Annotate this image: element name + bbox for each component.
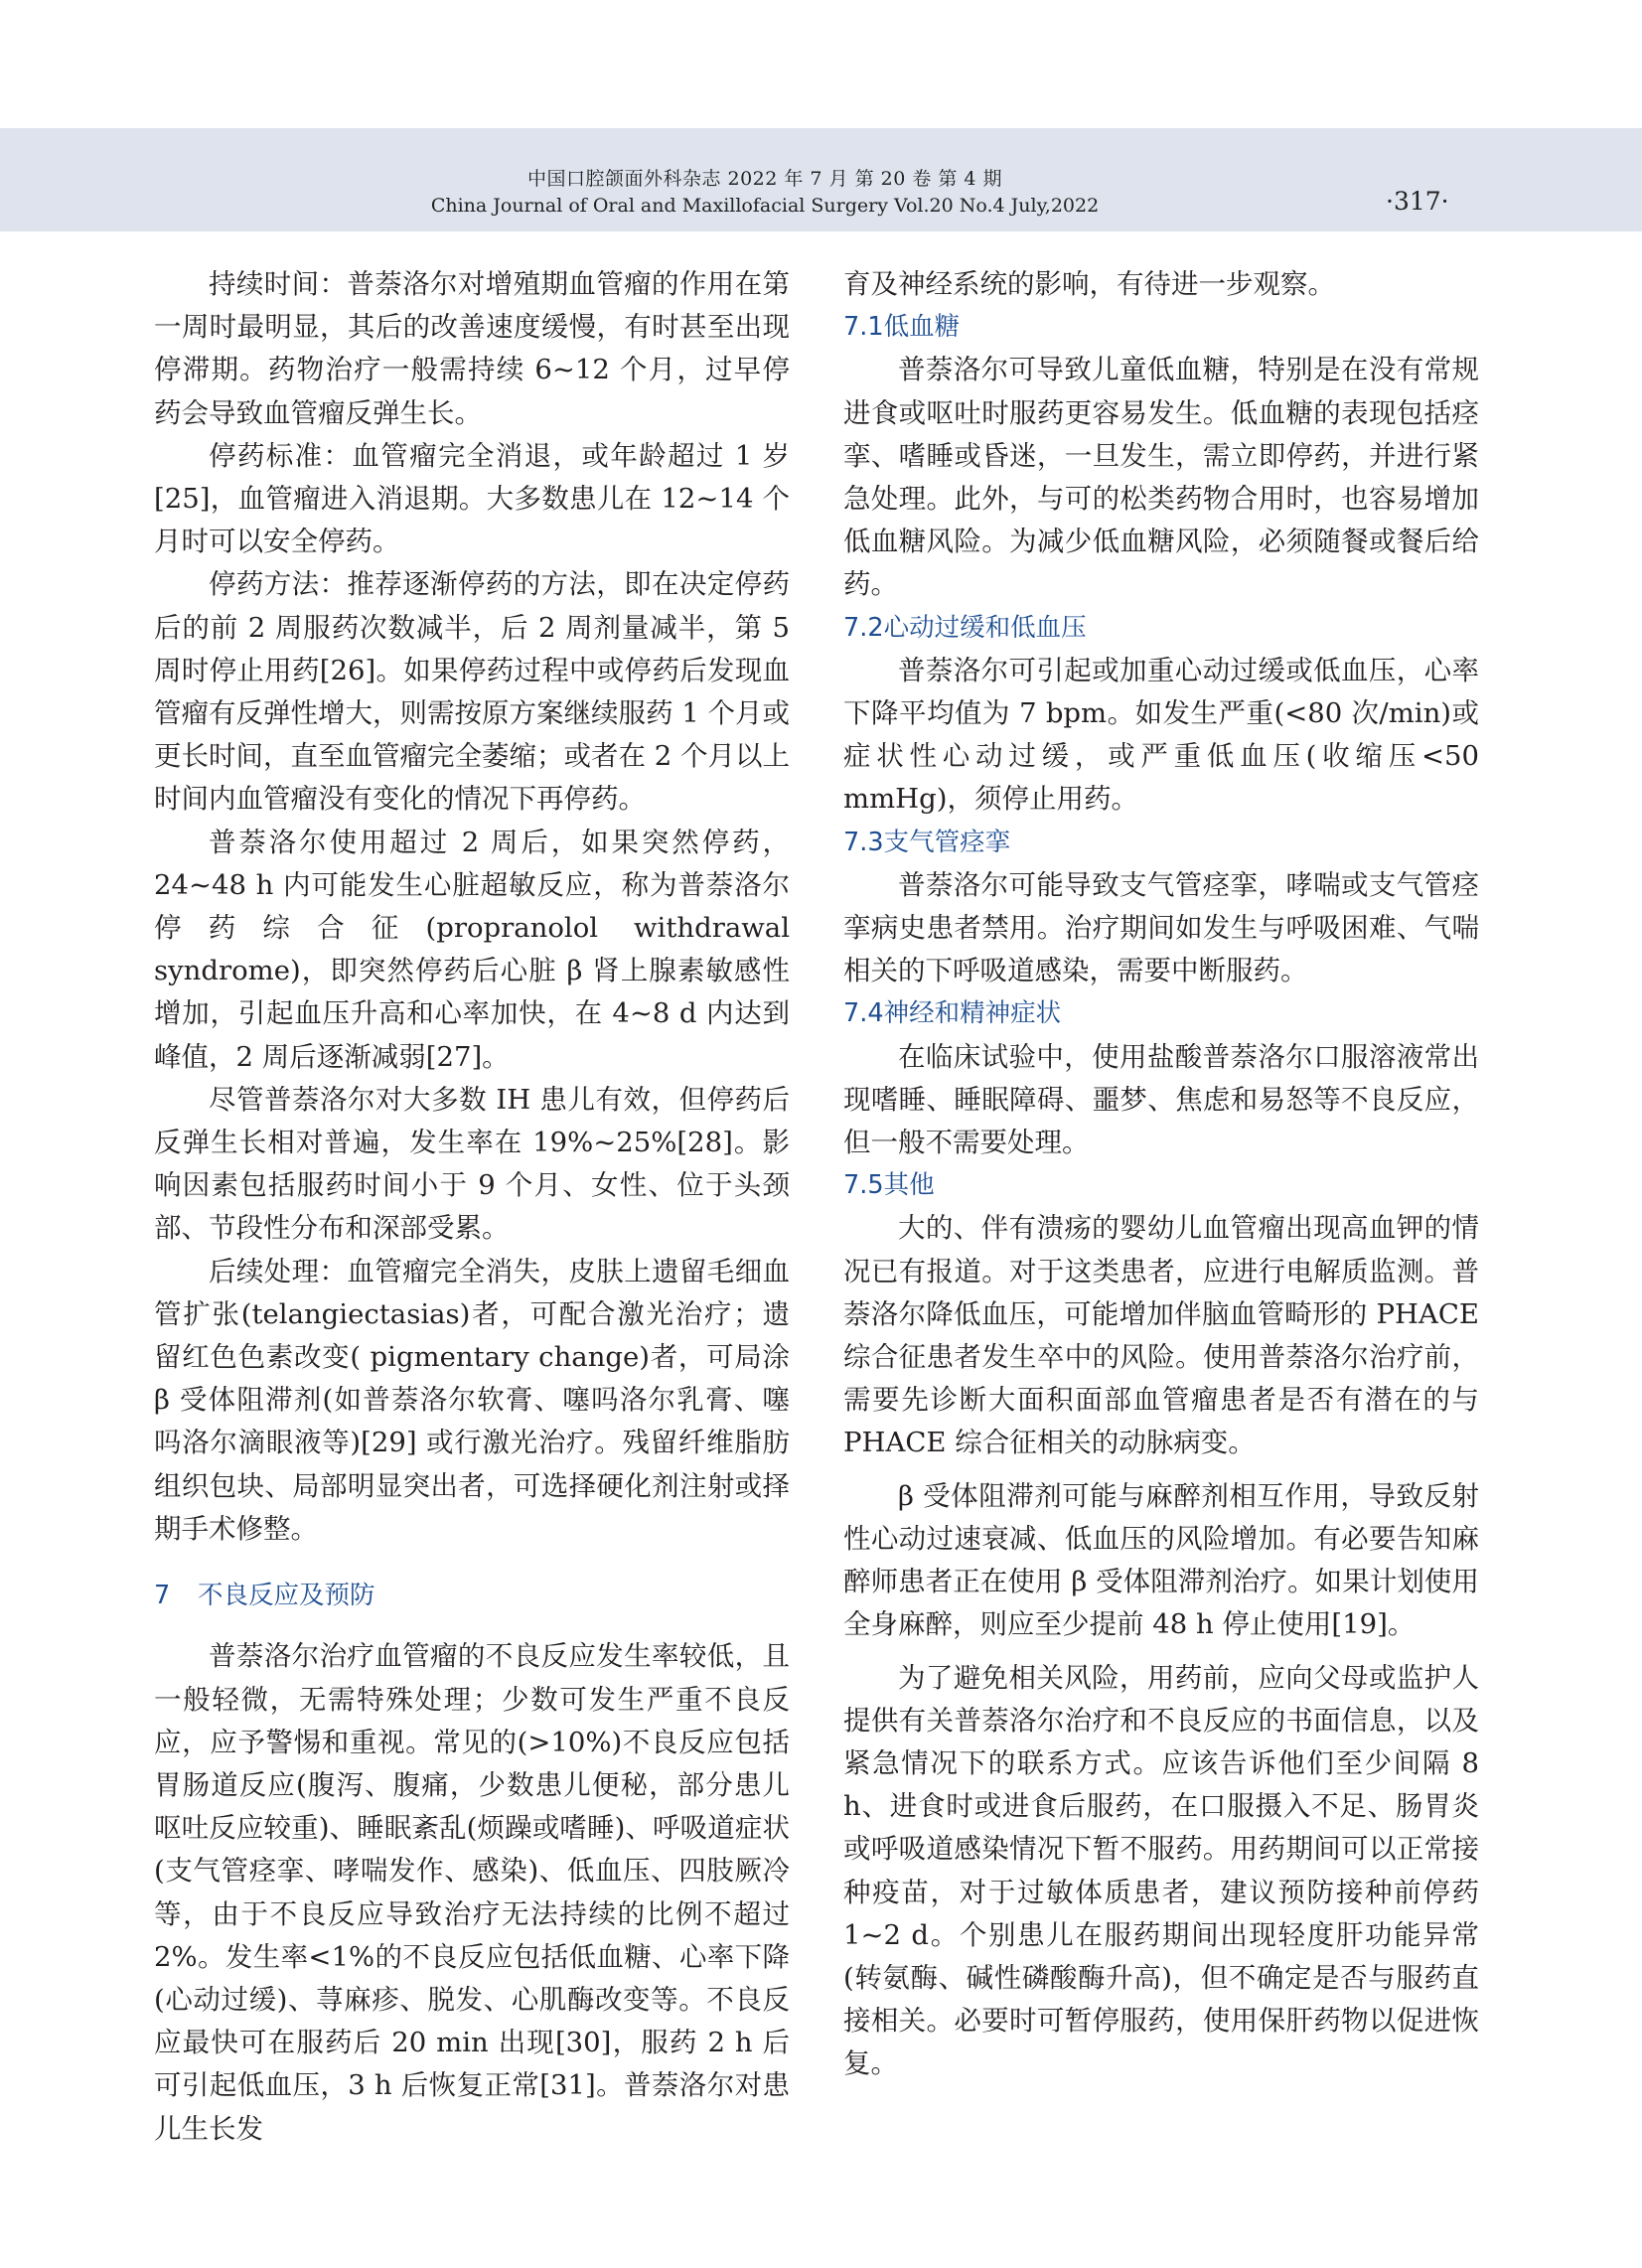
subsection-number: 7.5	[843, 1170, 884, 1201]
paragraph-stop-criteria: 停药标准：血管瘤完全消退，或年龄超过 1 岁[25]，血管瘤进入消退期。大多数患儿在 12~14 个月时可以安全停药。	[154, 439, 790, 558]
paragraph-anesthesia: β 受体阻滞剂可能与麻醉剂相互作用，导致反射性心动过速衰减、低血压的风险增加。有必要告知麻醉师患者正在使用 β 受体阻滞剂治疗。如果计划使用全身麻醉，则应至少提前 48 h 停止使用[19]。	[843, 1479, 1479, 1641]
journal-title-en: China Journal of Oral and Maxillofacial Surgery Vol.20 No.4 July,2022	[430, 195, 1100, 217]
paragraph-bronchospasm: 普萘洛尔可能导致支气管痉挛，哮喘或支气管痉挛病史患者禁用。治疗期间如发生与呼吸困难、气喘相关的下呼吸道感染，需要中断服药。	[843, 868, 1479, 987]
subsection-heading-7-2	[843, 607, 1479, 650]
paragraph-withdrawal-syndrome: 普萘洛尔使用超过 2 周后，如果突然停药，24~48 h 内可能发生心脏超敏反应，称为普萘洛尔停药综合征(propranolol withdrawal syndrome)，即突然停药后心脏 β 肾上腺素敏感性增加，引起血压升高和心率加快，在 4~8 d 内达到峰值，2 周后逐渐减弱[27]。	[154, 826, 790, 1073]
section-number: 7	[154, 1581, 171, 1611]
page-number: ·317·	[1386, 187, 1449, 216]
subsection-heading-7-3	[843, 822, 1479, 864]
subsection-number: 7.2	[843, 612, 884, 643]
subsection-number: 7.4	[843, 998, 884, 1029]
subsection-heading-7-4	[843, 992, 1479, 1035]
paragraph-adverse-overview: 普萘洛尔治疗血管瘤的不良反应发生率较低，且一般轻微，无需特殊处理；少数可发生严重不良反应，应予警惕和重视。常见的(>10%)不良反应包括胃肠道反应(腹泻、腹痛，少数患儿便秘，部分患儿呕吐反应较重)、睡眠紊乱(烦躁或嗜睡)、呼吸道症状(支气管痉挛、哮喘发作、感染)、低血压、四肢厥冷等，由于不良反应导致治疗无法持续的比例不超过 2%。发生率<1%的不良反应包括低血糖、心率下降(心动过缓)、荨麻疹、脱发、心肌酶改变等。不良反应最快可在服药后 20 min 出现[30]，服药 2 h 后可引起低血压，3 h 后恢复正常[31]。普萘洛尔对患儿生长发	[154, 1640, 790, 2145]
subsection-title: 其他	[883, 1170, 935, 1201]
subsection-heading-7-5	[843, 1164, 1479, 1207]
paragraph-continuation: 育及神经系统的影响，有待进一步观察。	[843, 268, 1335, 300]
left-column	[154, 263, 790, 2151]
paragraph-neuro-symptoms: 在临床试验中，使用盐酸普萘洛尔口服溶液常出现嗜睡、睡眠障碍、噩梦、焦虑和易怒等不良反应，但一般不需要处理。	[843, 1040, 1479, 1159]
journal-title-cn: 中国口腔颌面外科杂志 2022 年 7 月 第 20 卷 第 4 期	[526, 168, 1003, 190]
paragraph-hyperkalemia: 大的、伴有溃疡的婴幼儿血管瘤出现高血钾的情况已有报道。对于这类患者，应进行电解质监测。普萘洛尔降低血压，可能增加伴脑血管畸形的 PHACE 综合征患者发生卒中的风险。使用普萘洛尔治疗前，需要先诊断大面积面部血管瘤患者是否有潜在的与 PHACE 综合征相关的动脉病变。	[843, 1212, 1479, 1459]
subsection-title: 神经和精神症状	[883, 998, 1062, 1029]
subsection-number: 7.1	[843, 312, 884, 343]
paragraph-hypoglycemia: 普萘洛尔可导致儿童低血糖，特别是在没有常规进食或呕吐时服药更容易发生。低血糖的表现包括痉挛、嗜睡或昏迷，一旦发生，需立即停药，并进行紧急处理。此外，与可的松类药物合用时，也容易增加低血糖风险。为减少低血糖风险，必须随餐或餐后给药。	[843, 354, 1479, 601]
subsection-title: 心动过缓和低血压	[883, 612, 1087, 643]
right-column	[843, 263, 1479, 2086]
paragraph-duration: 持续时间：普萘洛尔对增殖期血管瘤的作用在第一周时最明显，其后的改善速度缓慢，有时甚至出现停滞期。药物治疗一般需持续 6~12 个月，过早停药会导致血管瘤反弹生长。	[154, 268, 790, 429]
subsection-title: 支气管痉挛	[883, 827, 1011, 857]
subsection-number: 7.3	[843, 827, 884, 857]
subsection-heading-7-1	[843, 306, 1479, 349]
paragraph-bradycardia: 普萘洛尔可引起或加重心动过缓或低血压，心率下降平均值为 7 bpm。如发生严重(<80 次/min)或症状性心动过缓，或严重低血压(收缩压<50 mmHg)，须停止用药。	[843, 654, 1479, 816]
paragraph-rebound: 尽管普萘洛尔对大多数 IH 患儿有效，但停药后反弹生长相对普遍，发生率在 19%~25%[28]。影响因素包括服药时间小于 9 个月、女性、位于头颈部、节段性分布和深部受累。	[154, 1083, 790, 1245]
section-heading-7	[154, 1575, 790, 1617]
paragraph-follow-up: 后续处理：血管瘤完全消失，皮肤上遗留毛细血管扩张(telangiectasias)者，可配合激光治疗；遗留红色色素改变( pigmentary change)者，可局涂 β 受体阻滞剂(如普萘洛尔软膏、噻吗洛尔乳膏、噻吗洛尔滴眼液等)[29] 或行激光治疗。残留纤维脂肪组织包块、局部明显突出者，可选择硬化剂注射或择期手术修整。	[154, 1255, 790, 1545]
paragraph-stop-method: 停药方法：推荐逐渐停药的方法，即在决定停药后的前 2 周服药次数减半，后 2 周剂量减半，第 5 周时停止用药[26]。如果停药过程中或停药后发现血管瘤有反弹性增大，则需按原方案继续服药 1 个月或更长时间，直至血管瘤完全萎缩；或者在 2 个月以上时间内血管瘤没有变化的情况下再停药。	[154, 568, 790, 816]
section-title: 不良反应及预防	[198, 1581, 375, 1611]
paragraph-precautions: 为了避免相关风险，用药前，应向父母或监护人提供有关普萘洛尔治疗和不良反应的书面信息，以及紧急情况下的联系方式。应该告诉他们至少间隔 8 h、进食时或进食后服药，在口服摄入不足、肠胃炎或呼吸道感染情况下暂不服药。用药期间可以正常接种疫苗，对于过敏体质患者，建议预防接种前停药 1~2 d。个别患儿在服药期间出现轻度肝功能异常(转氨酶、碱性磷酸酶升高)，但不确定是否与服药直接相关。必要时可暂停服药，使用保肝药物以促进恢复。	[843, 1661, 1479, 2080]
subsection-title: 低血糖	[883, 312, 961, 343]
